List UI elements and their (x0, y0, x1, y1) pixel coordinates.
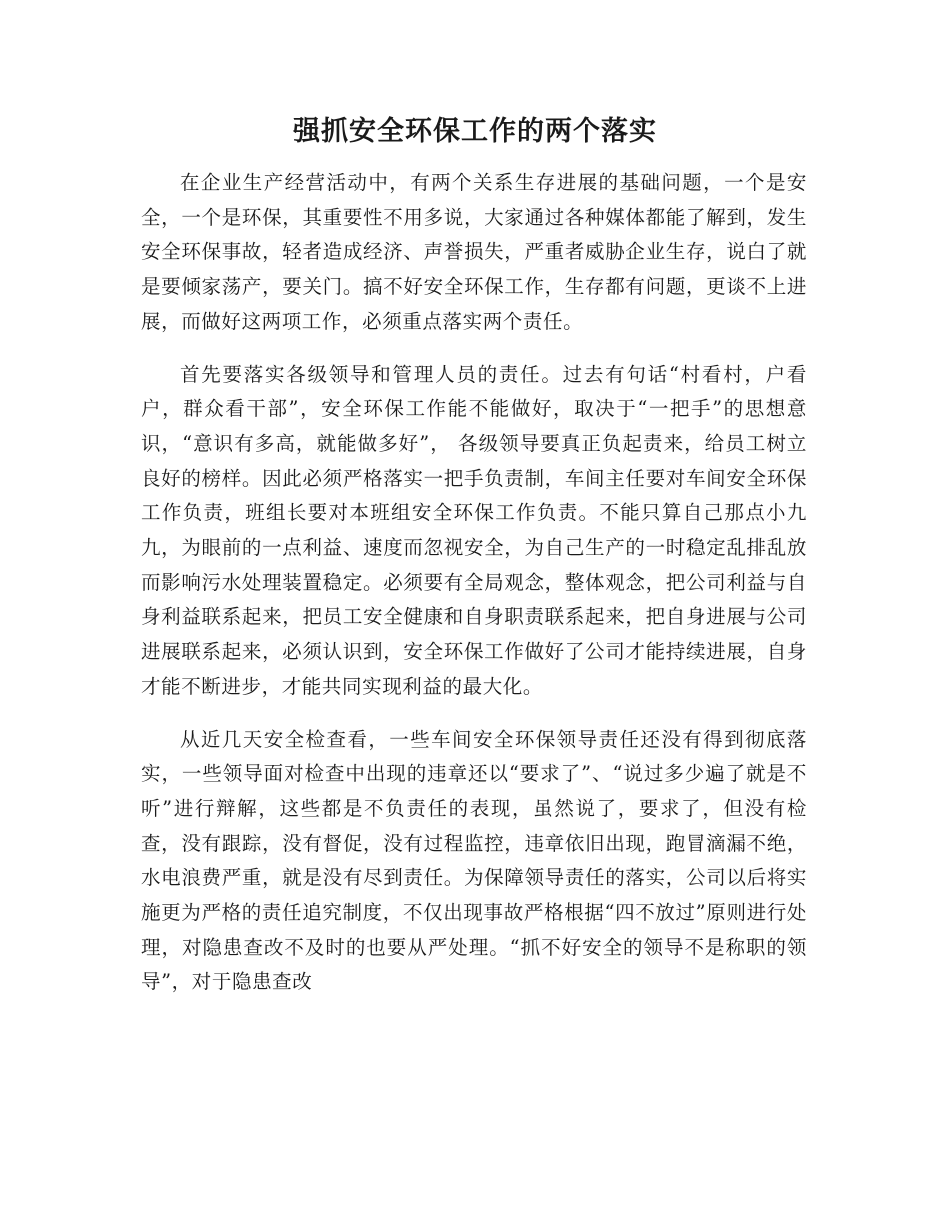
paragraph-leadership-responsibility: 首先要落实各级领导和管理人员的责任。过去有句话“村看村，户看户，群众看干部”，安全环保工作能不能做好，取决于“一把手”的思想意识，“意识有多高，就能做多好”， 各级领导要真正负起责来，给员工树立良好的榜样。因此必须严格落实一把手负责制，车间主任要对车间安全环保工作负责，班组长要对本班组安全环保工作负责。不能只算自己那点小九九，为眼前的一点利益、速度而忽视安全，为自己生产的一时稳定乱排乱放而影响污水处理装置稳定。必须要有全局观念，整体观念，把公司利益与自身利益联系起来，把员工安全健康和自身职责联系起来，把自身进展与公司进展联系起来，必须认识到，安全环保工作做好了公司才能持续进展，自身才能不断进步，才能共同实现利益的最大化。 (141, 362, 807, 698)
paragraph-intro: 在企业生产经营活动中，有两个关系生存进展的基础问题，一个是安全，一个是环保，其重要性不用多说，大家通过各种媒体都能了解到，发生安全环保事故，轻者造成经济、声誉损失，严重者威胁企业生存，说白了就是要倾家荡产，要关门。搞不好安全环保工作，生存都有问题，更谈不上进展，而做好这两项工作，必须重点落实两个责任。 (141, 171, 807, 333)
document-title: 强抓安全环保工作的两个落实 (293, 116, 657, 147)
paragraph-inspection-findings: 从近几天安全检查看，一些车间安全环保领导责任还没有得到彻底落实，一些领导面对检查中出现的违章还以“要求了”、“说过多少遍了就是不听”进行辩解，这些都是不负责任的表现，虽然说了，要求了，但没有检查，没有跟踪，没有督促，没有过程监控，违章依旧出现，跑冒滴漏不绝，水电浪费严重，就是没有尽到责任。为保障领导责任的落实，公司以后将实施更为严格的责任追究制度，不仅出现事故严格根据“四不放过”原则进行处理，对隐患查改不及时的也要从严处理。“抓不好安全的领导不是称职的领导”，对于隐患查改 (141, 727, 807, 994)
document-body (141, 166, 807, 1000)
